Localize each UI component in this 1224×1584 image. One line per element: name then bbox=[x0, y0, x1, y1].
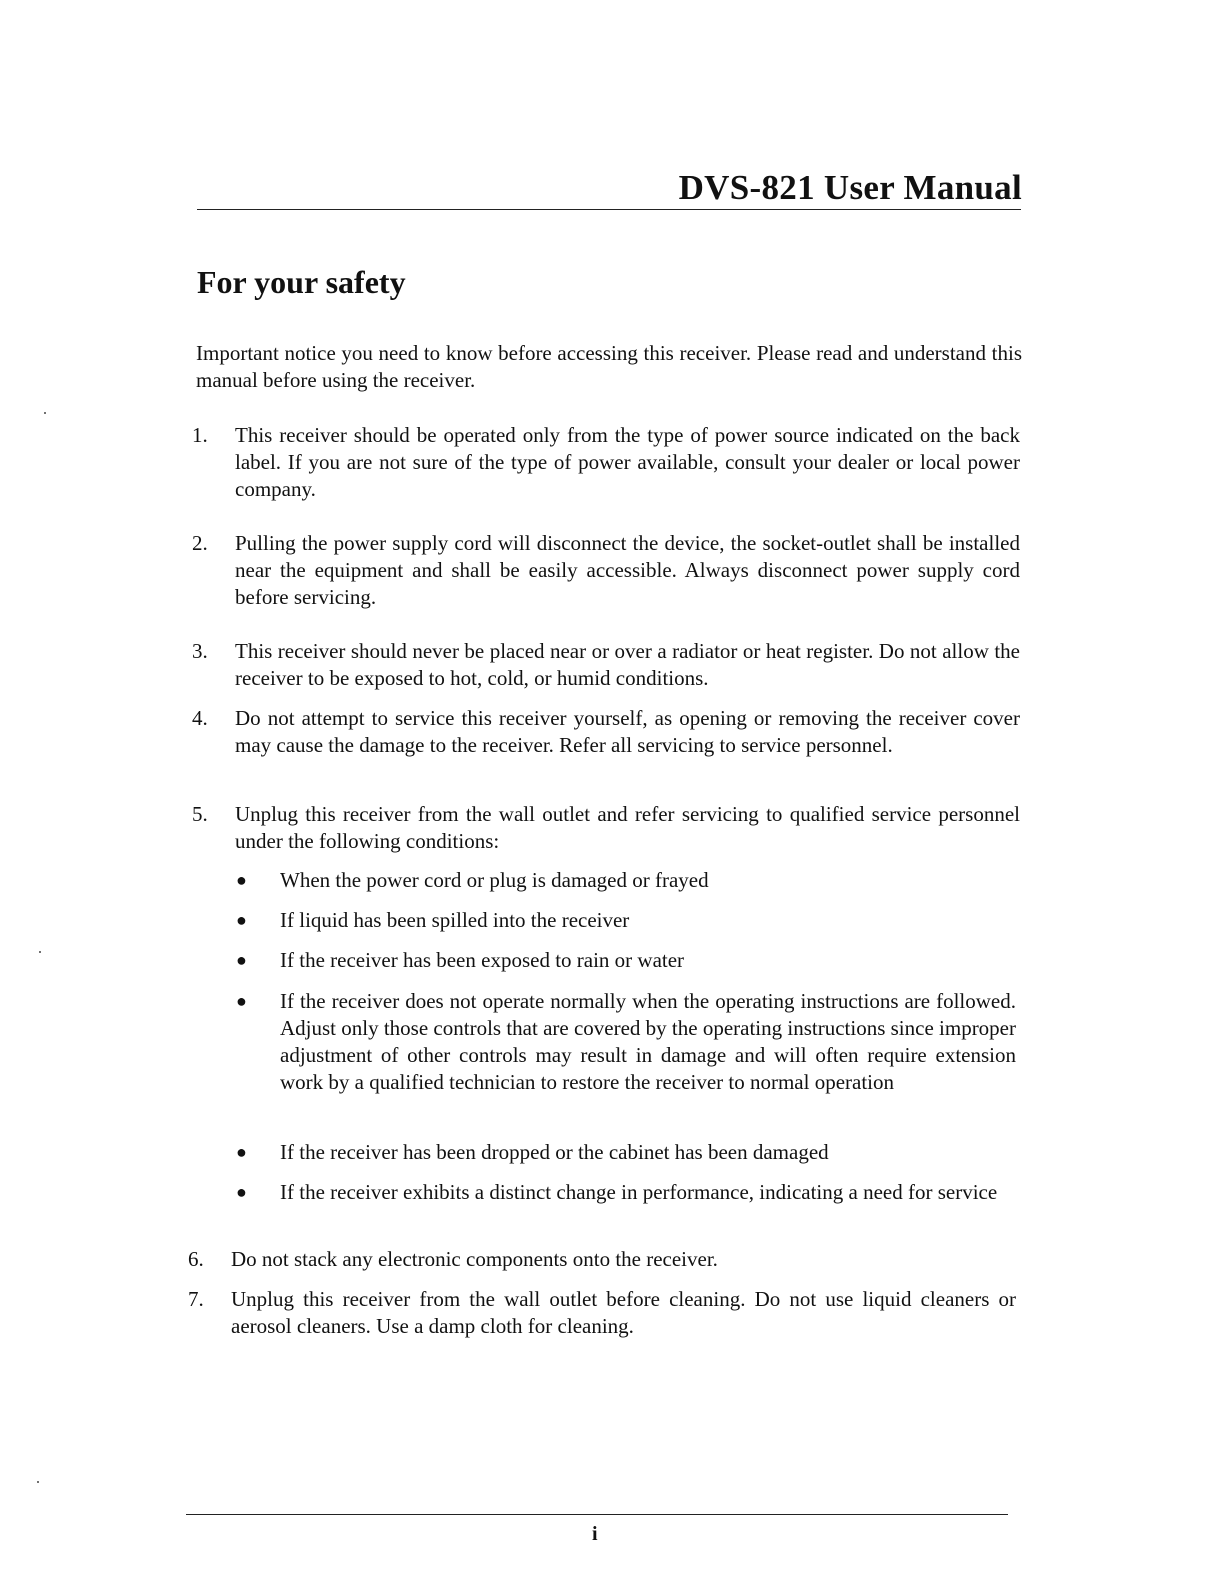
safety-item-1 bbox=[190, 422, 1020, 503]
bullet-icon: ● bbox=[236, 1142, 247, 1162]
item-number: 4. bbox=[192, 706, 208, 730]
safety-item-2 bbox=[190, 530, 1020, 611]
bullet-icon: ● bbox=[236, 950, 247, 970]
condition-text: If the receiver exhibits a distinct change in performance, indicating a need for service bbox=[280, 1180, 998, 1204]
scan-speck bbox=[37, 1481, 39, 1483]
item-text: Do not stack any electronic components onto the receiver. bbox=[231, 1247, 718, 1271]
item-text: This receiver should never be placed near or over a radiator or heat register. Do not allow the receiver to be exposed to hot, cold, or humid conditions. bbox=[235, 639, 1020, 690]
condition-text: If liquid has been spilled into the receiver bbox=[280, 908, 630, 932]
item-number: 6. bbox=[188, 1247, 204, 1271]
item-number: 1. bbox=[192, 423, 208, 447]
safety-item-5 bbox=[190, 801, 1020, 855]
safety-item-3 bbox=[190, 638, 1020, 692]
safety-item-4 bbox=[190, 705, 1020, 759]
intro-paragraph: Important notice you need to know before accessing this receiver. Please read and understand this manual before using the receiver. bbox=[196, 341, 1022, 392]
bullet-icon: ● bbox=[236, 870, 247, 890]
bullet-icon: ● bbox=[236, 1182, 247, 1202]
document-header-title: DVS-821 User Manual bbox=[678, 168, 1022, 207]
condition-text: If the receiver has been dropped or the cabinet has been damaged bbox=[280, 1140, 829, 1164]
condition-item bbox=[236, 1179, 1016, 1206]
bullet-icon: ● bbox=[236, 910, 247, 930]
item-text: This receiver should be operated only from the type of power source indicated on the back label. If you are not sure of the type of power available, consult your dealer or local power company. bbox=[235, 423, 1020, 501]
header-divider bbox=[197, 209, 1021, 210]
item-text: Unplug this receiver from the wall outlet and refer servicing to qualified service personnel under the following conditions: bbox=[235, 802, 1020, 853]
condition-text: If the receiver has been exposed to rain or water bbox=[280, 948, 685, 972]
condition-item bbox=[236, 907, 1016, 934]
condition-item bbox=[236, 947, 1016, 974]
footer-divider bbox=[186, 1514, 1008, 1515]
condition-text: When the power cord or plug is damaged or frayed bbox=[280, 868, 709, 892]
condition-item bbox=[236, 867, 1016, 894]
item-number: 3. bbox=[192, 639, 208, 663]
safety-item-7 bbox=[186, 1286, 1016, 1340]
item-number: 5. bbox=[192, 802, 208, 826]
condition-item bbox=[236, 1139, 1016, 1166]
scan-speck bbox=[44, 412, 46, 414]
safety-item-6 bbox=[186, 1246, 1016, 1273]
condition-item bbox=[236, 988, 1016, 1096]
item-text: Do not attempt to service this receiver yourself, as opening or removing the receiver cover may cause the damage to the receiver. Refer all servicing to service personnel. bbox=[235, 706, 1020, 757]
condition-text: If the receiver does not operate normally when the operating instructions are followed. Adjust only those controls that are covered by the operating instructions since improper adjustment of other controls may result in damage and will often require extension work by a qualified technician to restore the receiver to normal operation bbox=[280, 989, 1016, 1094]
item-text: Pulling the power supply cord will disconnect the device, the socket-outlet shall be installed near the equipment and shall be easily accessible. Always disconnect power supply cord before servicing. bbox=[235, 531, 1020, 609]
scan-speck bbox=[39, 951, 41, 953]
item-number: 2. bbox=[192, 531, 208, 555]
section-title: For your safety bbox=[197, 264, 406, 300]
item-text: Unplug this receiver from the wall outlet before cleaning. Do not use liquid cleaners or aerosol cleaners. Use a damp cloth for cleaning. bbox=[231, 1287, 1016, 1338]
bullet-icon: ● bbox=[236, 991, 247, 1011]
page-number: i bbox=[592, 1523, 598, 1545]
item-number: 7. bbox=[188, 1287, 204, 1311]
